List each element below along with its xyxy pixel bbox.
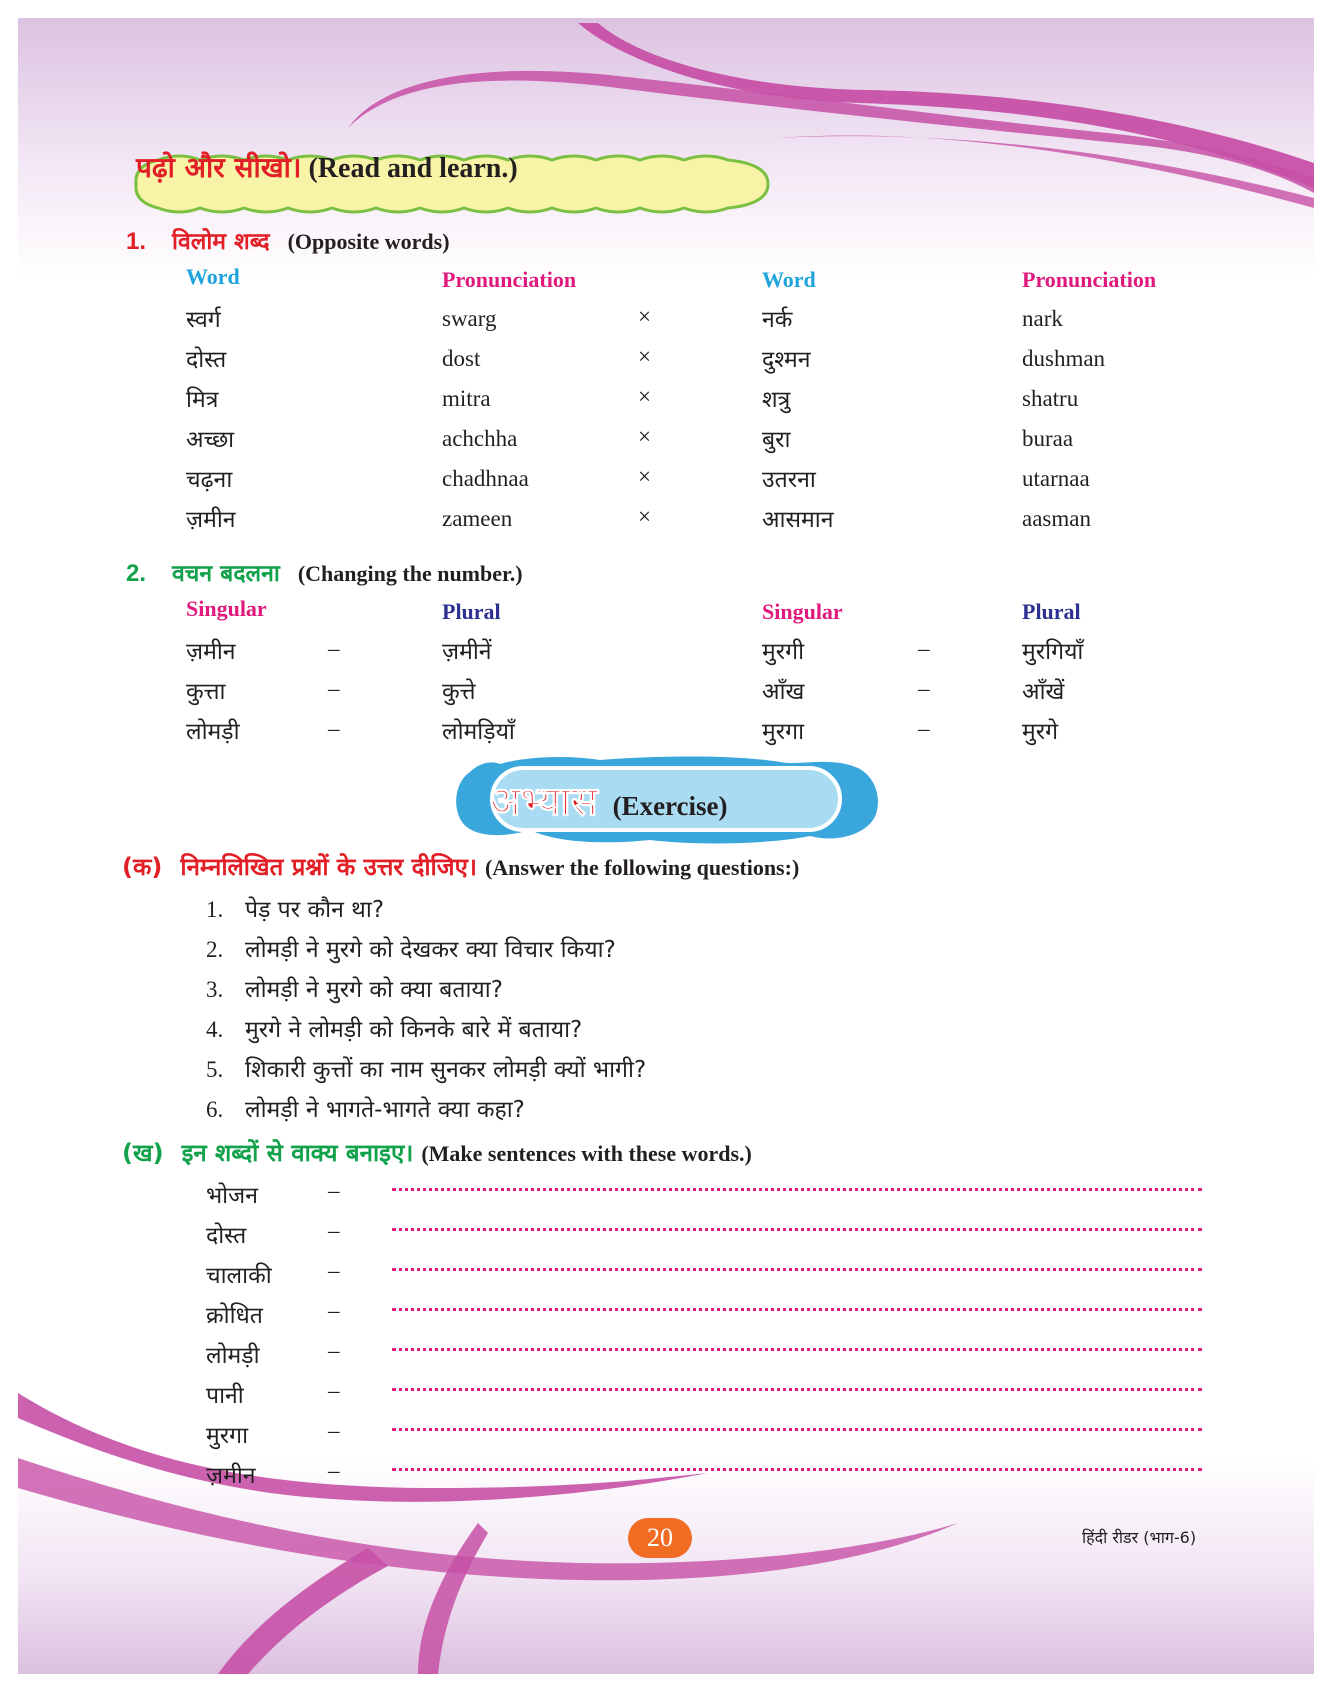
header-singular-left: Singular [186,596,267,621]
list-item [206,1052,646,1084]
pron-cell: achchha [442,426,518,451]
opposite-word-cell: नर्क [762,307,793,333]
plural-cell: लोमड़ियाँ [442,719,515,745]
section2-heading [126,556,523,588]
dash: – [328,1258,340,1283]
banner-hindi: पढ़ो और सीखो। [136,151,302,184]
dash: – [328,1418,340,1443]
header-plural-right: Plural [1022,599,1081,624]
opposite-pron-cell: nark [1022,306,1063,331]
question-number: 5. [206,1057,224,1082]
list-item [206,1092,525,1124]
dash: – [328,1178,340,1203]
page-number: 20 [628,1518,692,1558]
question-number: 3. [206,977,224,1002]
dash: – [918,636,930,661]
word-label: मुरगा [206,1423,249,1449]
list-item [206,1012,582,1044]
dash: – [328,1338,340,1363]
singular-cell: मुरगा [762,719,805,745]
dash: – [328,676,340,701]
partA-hindi: निम्नलिखित प्रश्नों के उत्तर दीजिए। [180,853,477,881]
header-plural-left: Plural [442,599,501,624]
section1-number: 1. [126,228,147,255]
singular-cell: लोमड़ी [186,719,240,745]
times-sign: × [638,344,651,369]
times-sign: × [638,464,651,489]
times-sign: × [638,304,651,329]
opposite-word-cell: आसमान [762,507,834,533]
question-text: शिकारी कुत्तों का नाम सुनकर लोमड़ी क्यों भागी? [245,1057,647,1083]
opposite-pron-cell: utarnaa [1022,466,1090,491]
singular-cell: आँख [762,679,805,705]
header-pron-left: Pronunciation [442,267,577,292]
question-text: पेड़ पर कौन था? [245,897,385,923]
opposite-pron-cell: dushman [1022,346,1106,371]
word-cell: अच्छा [186,427,235,453]
word-label: लोमड़ी [206,1343,260,1369]
answer-line[interactable] [392,1228,1202,1231]
question-number: 1. [206,897,224,922]
list-item [206,932,616,964]
singular-cell: मुरगी [762,639,805,665]
word-label: भोजन [206,1183,258,1209]
partA-heading [122,850,799,883]
section1-english: (Opposite words) [287,229,450,254]
section2-hindi: वचन बदलना [172,561,280,587]
dash: – [918,716,930,741]
partB-heading [122,1136,752,1169]
singular-cell: ज़मीन [186,639,236,665]
dash: – [328,716,340,741]
header-pron-right: Pronunciation [1022,267,1157,292]
word-label: क्रोधित [206,1303,263,1329]
dash: – [328,1218,340,1243]
partA-label: (क) [122,853,163,881]
section1-hindi: विलोम शब्द [172,229,270,255]
word-cell: चढ़ना [186,467,233,493]
answer-line[interactable] [392,1308,1202,1311]
answer-line[interactable] [392,1188,1202,1191]
times-sign: × [638,384,651,409]
book-title: हिंदी रीडर (भाग-6) [1082,1528,1197,1547]
dash: – [328,636,340,661]
word-cell: मित्र [186,387,219,413]
pron-cell: chadhnaa [442,466,529,491]
question-text: लोमड़ी ने मुरगे को देखकर क्या विचार किया? [245,937,616,963]
partB-label: (ख) [122,1139,164,1167]
plural-cell: आँखें [1022,679,1065,705]
section2-number: 2. [126,560,147,587]
opposite-word-cell: शत्रु [762,387,791,413]
opposite-pron-cell: aasman [1022,506,1091,531]
times-sign: × [638,504,651,529]
word-cell: स्वर्ग [186,307,221,333]
answer-line[interactable] [392,1348,1202,1351]
pron-cell: zameen [442,506,513,531]
question-number: 2. [206,937,224,962]
word-label: चालाकी [206,1263,272,1289]
partB-english: (Make sentences with these words.) [421,1141,752,1166]
pron-cell: mitra [442,386,491,411]
header-word-right: Word [762,267,816,292]
question-text: लोमड़ी ने भागते-भागते क्या कहा? [245,1097,525,1123]
section1-heading [126,224,450,256]
exercise-hindi: अभ्यास [490,779,598,825]
word-cell: ज़मीन [186,507,236,533]
section2-english: (Changing the number.) [297,561,523,586]
answer-line[interactable] [392,1388,1202,1391]
opposite-pron-cell: shatru [1022,386,1079,411]
word-label: पानी [206,1383,244,1409]
question-number: 4. [206,1017,224,1042]
partB-hindi: इन शब्दों से वाक्य बनाइए। [181,1139,414,1167]
pron-cell: swarg [442,306,497,331]
opposite-word-cell: बुरा [762,427,791,453]
word-label: ज़मीन [206,1463,256,1489]
exercise-heading [490,772,728,827]
answer-line[interactable] [392,1268,1202,1271]
opposite-word-cell: उतरना [762,467,816,493]
singular-cell: कुत्ता [186,679,226,705]
word-label: दोस्त [206,1223,247,1249]
answer-line[interactable] [392,1428,1202,1431]
exercise-english: (Exercise) [612,791,728,821]
question-text: लोमड़ी ने मुरगे को क्या बताया? [245,977,503,1003]
banner-heading [136,148,518,186]
dash: – [328,1298,340,1323]
plural-cell: कुत्ते [442,679,476,705]
plural-cell: मुरगियाँ [1022,639,1084,665]
times-sign: × [638,424,651,449]
dash: – [328,1458,340,1483]
dash: – [918,676,930,701]
opposite-pron-cell: buraa [1022,426,1074,451]
banner-english: (Read and learn.) [308,153,518,184]
plural-cell: ज़मीनें [442,639,492,665]
answer-line[interactable] [392,1468,1202,1471]
list-item [206,972,503,1004]
header-word-left: Word [186,264,240,289]
list-item [206,892,384,924]
opposite-word-cell: दुश्मन [762,347,811,373]
dash: – [328,1378,340,1403]
plural-cell: मुरगे [1022,719,1059,745]
word-cell: दोस्त [186,347,227,373]
header-singular-right: Singular [762,599,843,624]
question-number: 6. [206,1097,224,1122]
question-text: मुरगे ने लोमड़ी को किनके बारे में बताया? [245,1017,583,1043]
pron-cell: dost [442,346,481,371]
partA-english: (Answer the following questions:) [484,855,800,880]
